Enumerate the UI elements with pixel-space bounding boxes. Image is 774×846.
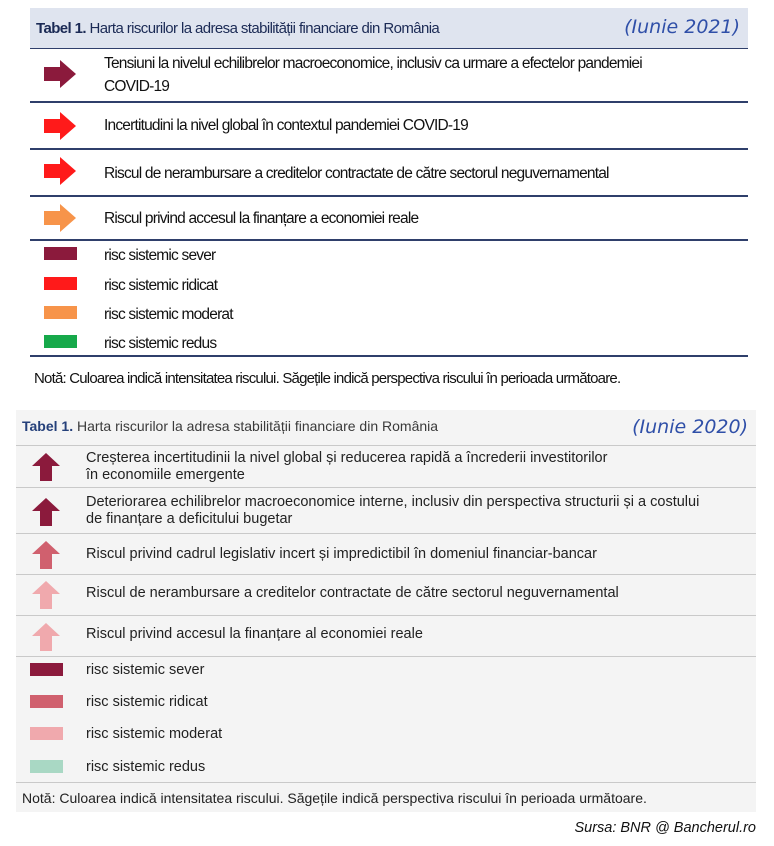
legend-swatch-ridicat	[30, 695, 63, 708]
risk-row	[30, 49, 748, 103]
legend-swatch-redus	[30, 760, 63, 773]
divider	[16, 782, 756, 783]
risk-row	[30, 103, 748, 150]
legend-label: risc sistemic ridicat	[104, 277, 218, 294]
table-title: Tabel 1. Harta riscurilor la adresa stabilității financiare din România	[36, 20, 440, 37]
risk-row	[16, 446, 756, 488]
risk-text: Riscul privind cadrul legislativ incert și impredictibil în domeniul financiar-bancar	[86, 546, 597, 562]
legend-swatch-moderat	[30, 727, 63, 740]
arrow-up-icon	[32, 581, 60, 609]
arrow-right-icon	[44, 157, 76, 185]
legend-swatch-redus	[44, 335, 77, 348]
table-period: (Iunie 2020)	[632, 416, 748, 438]
risk-text: Riscul de nerambursare a creditelor contractate de către sectorul neguvernamental	[104, 165, 609, 182]
arrow-right-icon	[44, 112, 76, 140]
source-caption: Sursa: BNR @ Bancherul.ro	[574, 820, 756, 836]
table-header	[16, 410, 756, 445]
risk-text: Riscul de nerambursare a creditelor contractate de către sectorul neguvernamental	[86, 585, 619, 601]
legend-swatch-sever	[30, 663, 63, 676]
risk-text-cont: în economiile emergente	[86, 467, 245, 483]
risk-text: Riscul privind accesul la finanțare a economiei reale	[104, 210, 419, 227]
arrow-right-icon	[44, 204, 76, 232]
legend-label: risc sistemic sever	[104, 247, 216, 264]
risk-row	[16, 534, 756, 575]
risk-text-cont: COVID-19	[104, 78, 170, 95]
table-note: Notă: Culoarea indică intensitatea riscului. Săgețile indică perspectiva riscului în perioada următoare.	[34, 370, 621, 387]
legend-label: risc sistemic moderat	[104, 306, 233, 323]
risk-text: Tensiuni la nivelul echilibrelor macroeconomice, inclusiv ca urmare a efectelor pandemiei	[104, 55, 642, 72]
legend-swatch-moderat	[44, 306, 77, 319]
risk-text: Incertitudini la nivel global în contextul pandemiei COVID-19	[104, 117, 468, 134]
arrow-up-icon	[32, 623, 60, 651]
risk-map-table-2020	[16, 410, 756, 812]
table-note: Notă: Culoarea indică intensitatea riscului. Săgețile indică perspectiva riscului în perioada următoare.	[22, 790, 647, 806]
table-header	[30, 8, 748, 49]
risk-text-cont: de finanțare a deficitului bugetar	[86, 511, 293, 527]
risk-row	[16, 488, 756, 534]
legend-swatch-sever	[44, 247, 77, 260]
legend-label: risc sistemic moderat	[86, 726, 223, 742]
legend-label: risc sistemic ridicat	[86, 694, 208, 710]
risk-row	[16, 575, 756, 616]
risk-text: Deteriorarea echilibrelor macroeconomice interne, inclusiv din perspectiva structurii și a costului	[86, 494, 700, 510]
arrow-up-icon	[32, 498, 60, 526]
divider	[30, 355, 748, 357]
legend-label: risc sistemic sever	[86, 662, 205, 678]
arrow-up-icon	[32, 453, 60, 481]
legend-label: risc sistemic redus	[86, 759, 206, 775]
risk-text: Riscul privind accesul la finanțare al economiei reale	[86, 626, 423, 642]
table-title: Tabel 1. Harta riscurilor la adresa stabilității financiare din România	[22, 418, 439, 434]
arrow-up-icon	[32, 541, 60, 569]
risk-row	[30, 150, 748, 197]
risk-map-table-2021	[30, 8, 748, 400]
risk-row	[16, 616, 756, 657]
legend-swatch-ridicat	[44, 277, 77, 290]
arrow-right-icon	[44, 60, 76, 88]
risk-row	[30, 197, 748, 241]
table-period: (Iunie 2021)	[624, 16, 740, 38]
legend-label: risc sistemic redus	[104, 335, 217, 352]
risk-text: Creșterea incertitudinii la nivel global și reducerea rapidă a încrederii investitorilor	[86, 450, 608, 466]
